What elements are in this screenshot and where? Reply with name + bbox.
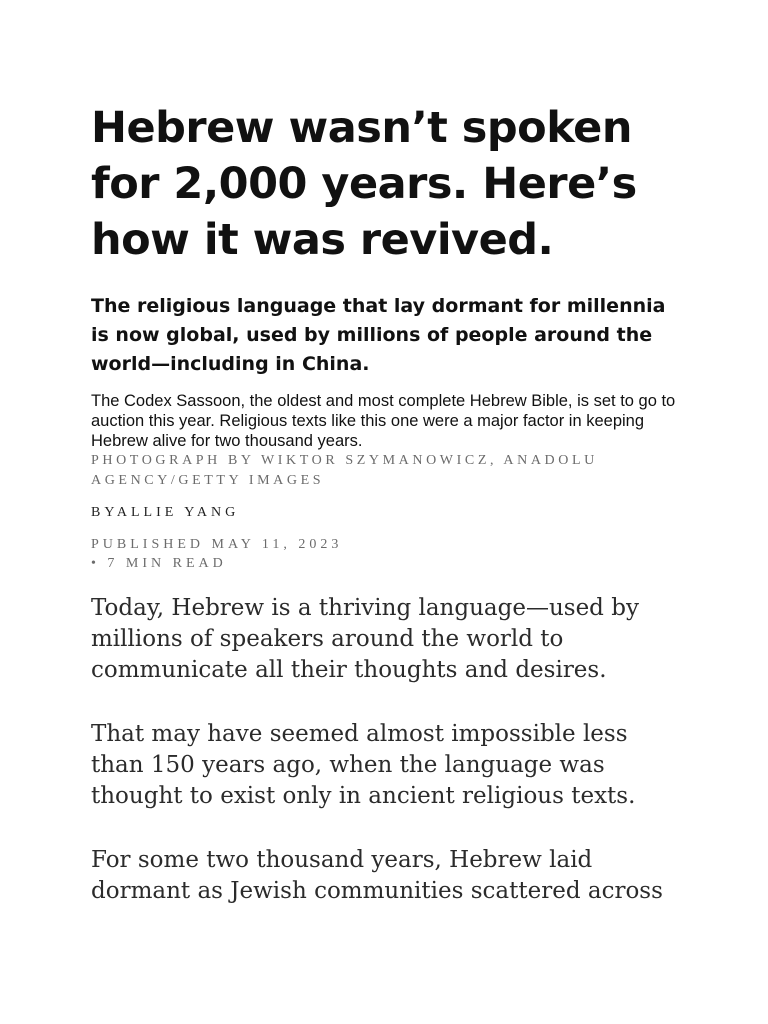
headline: Hebrew wasn’t spoken for 2,000 years. Here’s how it was revived. bbox=[91, 103, 637, 265]
photo-credit: PHOTOGRAPH BY WIKTOR SZYMANOWICZ, ANADOLU AGENCY/GETTY IMAGES bbox=[91, 453, 598, 488]
body-paragraph: For some two thousand years, Hebrew laid dormant as Jewish communities scattered across bbox=[91, 847, 663, 904]
image-caption: The Codex Sassoon, the oldest and most complete Hebrew Bible, is set to go to auction this year. Religious texts like this one were a major factor in keeping Hebrew alive for two thousand years. bbox=[91, 392, 676, 450]
published-date: PUBLISHED MAY 11, 2023 bbox=[91, 537, 343, 552]
article-dek: The religious language that lay dormant for millennia is now global, used by millions of people around the world—including in China. bbox=[91, 295, 666, 375]
publish-meta bbox=[91, 535, 691, 573]
body-paragraph: That may have seemed almost impossible less than 150 years ago, when the language was thought to exist only in ancient religious texts. bbox=[91, 721, 636, 809]
byline[interactable]: BYALLIE YANG bbox=[91, 505, 240, 520]
body-paragraph: Today, Hebrew is a thriving language—used by millions of speakers around the world to communicate all their thoughts and desires. bbox=[91, 595, 639, 683]
article bbox=[91, 100, 691, 907]
read-time: • 7 MIN READ bbox=[91, 556, 227, 571]
